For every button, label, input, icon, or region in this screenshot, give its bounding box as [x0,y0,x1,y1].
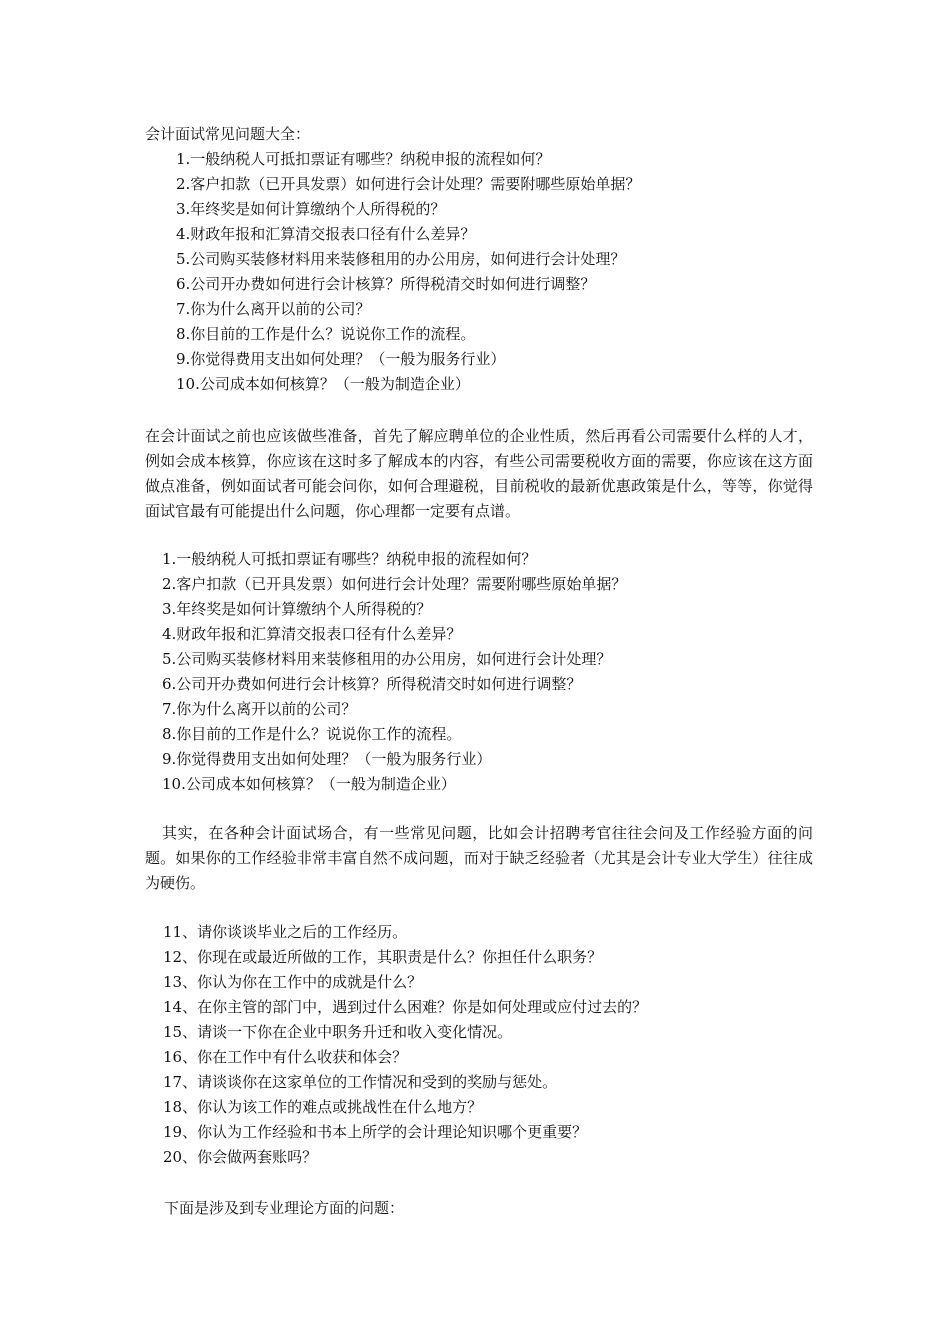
list-item: 4.财政年报和汇算清交报表口径有什么差异？ [162,625,462,643]
list-item: 8.你目前的工作是什么？说说你工作的流程。 [162,725,462,743]
list-item: 13、你认为你在工作中的成就是什么？ [163,973,423,991]
experience-paragraph: 其实，在各种会计面试场合，有一些常见问题，比如会计招聘考官往往会问及工作经验方面的问题。如果你的工作经验非常丰富自然不成问题，而对于缺乏经验者（尤其是会计专业大学生）往往成为硬伤。 [145,824,813,892]
list-item: 3.年终奖是如何计算缴纳个人所得税的？ [162,600,432,618]
list-item: 1.一般纳税人可抵扣票证有哪些？纳税申报的流程如何？ [162,550,537,568]
question-list-a [176,147,640,397]
list-item: 11、请你谈谈毕业之后的工作经历。 [163,923,408,941]
list-item: 8.你目前的工作是什么？说说你工作的流程。 [176,325,476,343]
list-item: 6.公司开办费如何进行会计核算？所得税清交时如何进行调整？ [162,675,582,693]
section-intro-line: 下面是涉及到专业理论方面的问题： [164,1199,405,1217]
list-item: 17、请谈谈你在这家单位的工作情况和受到的奖励与惩处。 [163,1073,558,1091]
list-item: 7.你为什么离开以前的公司？ [162,700,357,718]
list-item: 16、你在工作中有什么收获和体会？ [163,1048,408,1066]
list-item: 5.公司购买装修材料用来装修租用的办公用房，如何进行会计处理？ [162,650,612,668]
list-item: 12、你现在或最近所做的工作，其职责是什么？你担任什么职务？ [163,948,603,966]
list-item: 10.公司成本如何核算？（一般为制造企业） [162,775,456,793]
question-list-c [163,920,647,1170]
list-item: 15、请谈一下你在企业中职务升迁和收入变化情况。 [163,1023,513,1041]
list-item: 3.年终奖是如何计算缴纳个人所得税的？ [176,200,446,218]
list-item: 2.客户扣款（已开具发票）如何进行会计处理？需要附哪些原始单据？ [162,575,627,593]
list-item: 14、在你主管的部门中，遇到过什么困难？你是如何处理或应付过去的？ [163,998,648,1016]
list-item: 2.客户扣款（已开具发票）如何进行会计处理？需要附哪些原始单据？ [176,175,641,193]
list-item: 1.一般纳税人可抵扣票证有哪些？纳税申报的流程如何？ [176,150,551,168]
list-item: 18、你认为该工作的难点或挑战性在什么地方？ [163,1098,483,1116]
list-item: 10.公司成本如何核算？（一般为制造企业） [176,375,470,393]
list-item: 9.你觉得费用支出如何处理？（一般为服务行业） [162,750,492,768]
question-list-b [162,547,626,797]
document-heading: 会计面试常见问题大全： [145,125,311,143]
list-item: 6.公司开办费如何进行会计核算？所得税清交时如何进行调整？ [176,275,596,293]
preparation-paragraph: 在会计面试之前也应该做些准备，首先了解应聘单位的企业性质，然后再看公司需要什么样的人才，例如会成本核算，你应该在这时多了解成本的内容，有些公司需要税收方面的需要，你应该在这方面做点准备，例如面试者可能会问你，如何合理避税，目前税收的最新优惠政策是什么，等等，你觉得面试官最有可能提出什么问题，你心理都一定要有点谱。 [145,427,813,520]
list-item: 5.公司购买装修材料用来装修租用的办公用房，如何进行会计处理？ [176,250,626,268]
list-item: 20、你会做两套账吗？ [163,1148,318,1166]
list-item: 19、你认为工作经验和书本上所学的会计理论知识哪个更重要？ [163,1123,588,1141]
list-item: 7.你为什么离开以前的公司？ [176,300,371,318]
list-item: 9.你觉得费用支出如何处理？（一般为服务行业） [176,350,506,368]
list-item: 4.财政年报和汇算清交报表口径有什么差异？ [176,225,476,243]
